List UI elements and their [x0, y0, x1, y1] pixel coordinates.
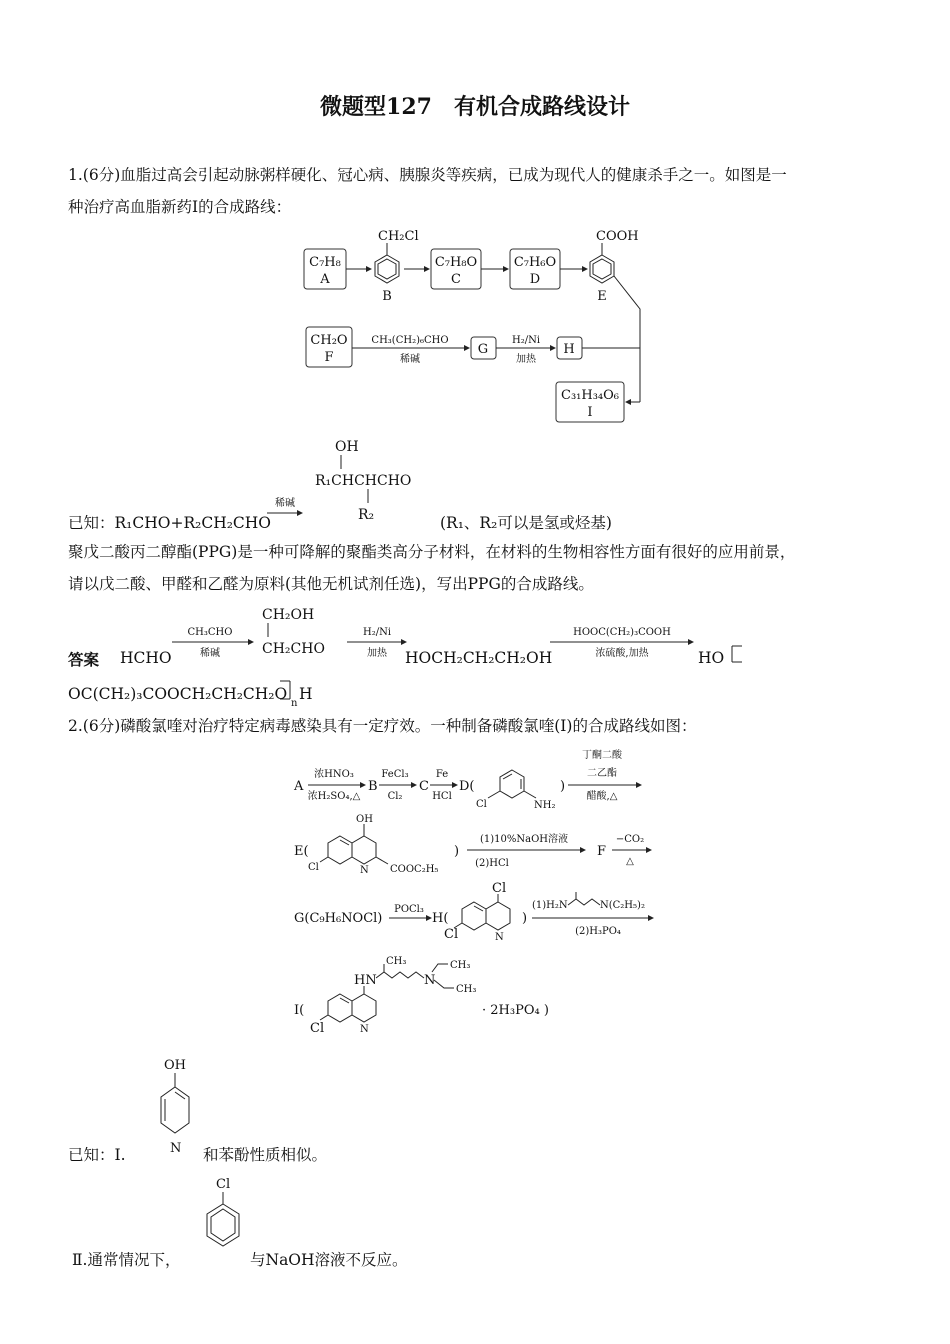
ans-condition-2: 加热	[367, 648, 387, 659]
q2-synthesis-scheme	[292, 742, 672, 1042]
a-formula: C₇H₈	[309, 255, 341, 270]
cd-bottom: HCl	[432, 791, 452, 802]
ef-top: (1)10%NaOH溶液	[479, 834, 569, 845]
ans-condition-1: 稀碱	[200, 648, 220, 659]
q1-line1: 1.(6分)血脂过高会引起动脉粥样硬化、冠心病、胰腺炎等疾病，已成为现代人的健康杀手之一。如图是一	[68, 166, 787, 184]
i-n: N	[424, 973, 436, 988]
fg-condition: 稀碱	[400, 354, 420, 365]
answer-h: H	[299, 685, 313, 703]
known-oh: OH	[335, 439, 359, 455]
d-open: D(	[459, 779, 475, 794]
c-label: C	[451, 272, 461, 287]
fg-reagent: CH₃(CH₂)₆CHO	[371, 335, 449, 346]
i-ch3b: CH₃	[450, 960, 471, 971]
page-title: 微题型127 有机合成路线设计	[320, 94, 630, 120]
known1-n: N	[170, 1141, 182, 1156]
ans-reagent-3: HOOC(CH₂)₃COOH	[573, 627, 671, 638]
ppg-line2: 请以戊二酸、甲醛和乙醛为原料(其他无机试剂任选)，写出PPG的合成路线。	[68, 575, 594, 593]
e-oh: OH	[356, 814, 373, 825]
e-open: E(	[294, 844, 309, 859]
i-salt: · 2H₃PO₄ )	[482, 1003, 549, 1018]
e-close: )	[454, 844, 460, 859]
cd-top: Fe	[435, 769, 449, 780]
known-note: (R₁、R₂可以是氢或烃基)	[440, 514, 612, 532]
e-ester: COOC₂H₅	[390, 864, 439, 875]
chlorobenzene-structure	[198, 1172, 248, 1272]
hi-reagent-a: (1)H₂N	[532, 900, 568, 911]
d-bottom: 醋酸,△	[586, 791, 618, 802]
d-close: )	[560, 779, 566, 794]
h-close: )	[522, 911, 528, 926]
i-cl: Cl	[310, 1021, 325, 1036]
i-ch3c: CH₃	[456, 984, 477, 995]
f-bottom: △	[626, 856, 634, 867]
e-label: E	[597, 289, 607, 304]
d-cl: Cl	[476, 799, 487, 810]
h-cl-top: Cl	[492, 881, 507, 896]
ab-top: 浓HNO₃	[314, 769, 354, 780]
q1-line2: 种治疗高血脂新药I的合成路线：	[68, 198, 292, 216]
d-formula: C₇H₆O	[513, 255, 557, 270]
h-n: N	[495, 932, 504, 943]
b-label: B	[382, 289, 392, 304]
known-condition: 稀碱	[275, 498, 295, 509]
answer-mid: HOCH₂CH₂CH₂OH	[405, 649, 553, 667]
i-open: I(	[294, 1003, 305, 1018]
g-label: G(C₉H₆NOCl)	[294, 911, 383, 926]
ans-bottom: CH₂CHO	[262, 641, 325, 657]
i-formula: C₃₁H₃₄O₆	[561, 388, 619, 403]
h-open: H(	[432, 911, 449, 926]
known2-text: 与NaOH溶液不反应。	[250, 1251, 408, 1269]
i-ch3: CH₃	[386, 956, 407, 967]
q2-line1: 2.(6分)磷酸氯喹对治疗特定病毒感染具有一定疗效。一种制备磷酸氯喹(I)的合成路线如图：	[68, 717, 697, 735]
answer-line2: OC(CH₂)₃COOCH₂CH₂CH₂O	[68, 685, 288, 703]
b-substituent: CH₂Cl	[378, 229, 419, 244]
f-label: F	[597, 844, 607, 859]
known-r2: R₂	[358, 507, 375, 523]
f-top: −CO₂	[615, 834, 645, 845]
gh-condition: 加热	[516, 354, 536, 365]
polymer-bracket	[276, 678, 298, 708]
known1-text: 和苯酚性质相似。	[203, 1146, 328, 1164]
e-substituent: COOH	[596, 229, 639, 244]
answer-route	[170, 600, 750, 680]
known-product: R₁CHCHCHO	[315, 473, 412, 489]
g-label: G	[477, 342, 489, 357]
known2-prefix: Ⅱ.通常情况下，	[72, 1251, 181, 1269]
known1-oh: OH	[164, 1058, 186, 1073]
d-nh2: NH₂	[534, 800, 556, 811]
ef-bottom: (2)HCl	[475, 858, 509, 869]
i-label: I	[587, 405, 593, 420]
f-label: F	[324, 350, 334, 365]
gh-top: POCl₃	[394, 904, 424, 915]
gh-reagent: H₂/Ni	[511, 335, 541, 346]
hi-reagent-2: (2)H₃PO₄	[575, 926, 621, 937]
hydroxypyridine-structure	[145, 1053, 205, 1163]
ans-condition-3: 浓硫酸,加热	[595, 648, 649, 659]
known-reaction-product	[265, 435, 445, 525]
known-prefix: 已知：R₁CHO+R₂CH₂CHO	[68, 514, 272, 532]
e-n: N	[360, 865, 369, 876]
f-formula: CH₂O	[310, 333, 348, 348]
q1-synthesis-scheme	[300, 225, 650, 425]
e-cl: Cl	[308, 862, 319, 873]
h-cl: Cl	[444, 927, 459, 942]
known1-prefix: 已知：Ⅰ.	[68, 1146, 126, 1164]
d-top1: 丁酮二酸	[582, 750, 622, 761]
ppg-line1: 聚戊二酸丙二醇酯(PPG)是一种可降解的聚酯类高分子材料，在材料的生物相容性方面有很好的应用前景，	[68, 543, 796, 561]
c-label: C	[419, 779, 429, 794]
ab-bottom: 浓H₂SO₄,△	[307, 791, 361, 802]
ans-top: CH₂OH	[262, 607, 315, 623]
b-label: B	[368, 779, 378, 794]
a-label: A	[320, 272, 330, 287]
h-label: H	[563, 342, 575, 357]
a-label: A	[294, 779, 304, 794]
answer-start: HCHO	[120, 649, 172, 667]
c-formula: C₇H₈O	[434, 255, 478, 270]
bc-bottom: Cl₂	[387, 791, 403, 802]
hi-reagent-b: N(C₂H₅)₂	[600, 900, 645, 911]
known2-cl: Cl	[216, 1177, 231, 1192]
d-top2: 二乙酯	[587, 768, 617, 779]
i-n-core: N	[360, 1024, 369, 1035]
i-hn: HN	[354, 973, 377, 988]
ans-reagent-2: H₂/Ni	[362, 627, 392, 638]
answer-end: HO	[698, 649, 725, 667]
ans-reagent-1: CH₃CHO	[187, 627, 233, 638]
bc-top: FeCl₃	[381, 769, 409, 780]
answer-label: 答案	[68, 650, 100, 669]
d-label: D	[529, 272, 541, 287]
polymer-n: n	[291, 698, 298, 709]
